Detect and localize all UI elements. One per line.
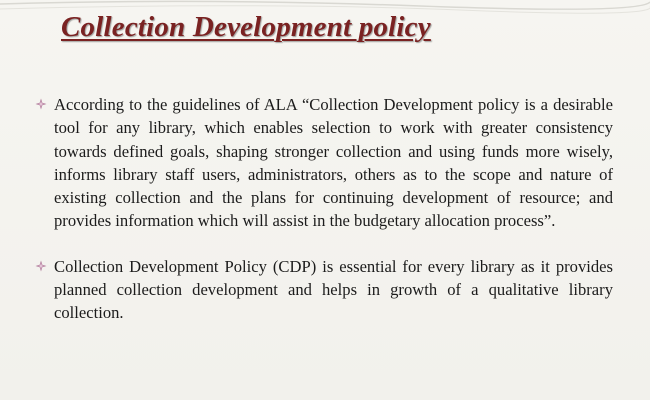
bullet-item [33,93,613,233]
bullet-list [33,93,613,347]
diamond-bullet-icon [35,260,47,272]
slide-title: Collection Development policy [61,11,431,43]
diamond-bullet-icon [35,98,47,110]
bullet-item [33,255,613,325]
bullet-text: Collection Development Policy (CDP) is essential for every library as it provides planned collection development and helps in growth of a qualitative library collection. [54,256,613,323]
bullet-text: According to the guidelines of ALA “Collection Development policy is a desirable tool for any library, which enables selection to work with greater consistency towards defined goals, shaping stronger collection and using funds more wisely, informs library staff users, administrators, others as to the scope and nature of existing collection and the plans for continuing development of resource; and provides information which will assist in the budgetary allocation process”. [54,95,613,231]
